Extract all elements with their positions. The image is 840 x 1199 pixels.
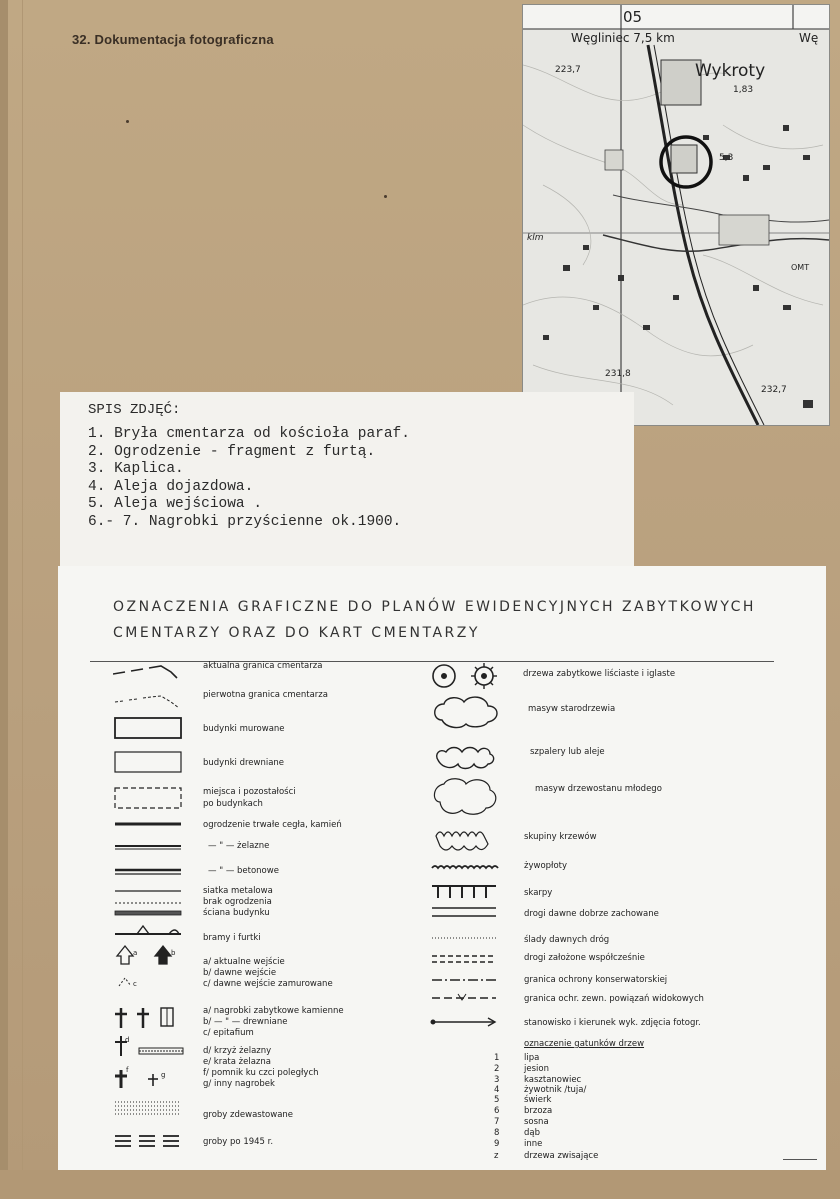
map-km-label: klm xyxy=(527,233,544,243)
photo-list-title: SPIS ZDJĘĆ: xyxy=(88,402,181,418)
species-name: dąb xyxy=(524,1128,540,1138)
legend-label: granica ochr. zewn. powiązań widokowych xyxy=(524,994,704,1004)
legend-label: c/ epitafium xyxy=(203,1028,254,1038)
legend-label: e/ krata żelazna xyxy=(203,1057,271,1067)
species-number: 8 xyxy=(494,1128,500,1138)
map-height: 1,83 xyxy=(733,85,754,95)
species-name: brzoza xyxy=(524,1106,553,1116)
legend-label: żywopłoty xyxy=(524,861,568,871)
legend-title: OZNACZENIA GRAFICZNE DO PLANÓW EWIDENCYJNYCH ZABYTKOWYCH xyxy=(113,599,756,615)
photo-list-card xyxy=(60,392,634,568)
legend-label: skarpy xyxy=(524,888,553,898)
legend-right-symbols xyxy=(430,658,510,1038)
species-number: 6 xyxy=(494,1106,500,1116)
legend-label: a/ aktualne wejście xyxy=(203,957,285,967)
species-name: żywotnik /tuja/ xyxy=(524,1085,587,1095)
legend-left-symbols xyxy=(113,656,193,1156)
species-name: jesion xyxy=(524,1064,549,1074)
species-name: sosna xyxy=(524,1117,549,1127)
legend-label: siatka metalowa xyxy=(203,886,273,896)
legend-label: a/ nagrobki zabytkowe kamienne xyxy=(203,1006,344,1016)
legend-label: budynki drewniane xyxy=(203,758,285,768)
glyph-letter-f: f xyxy=(126,1066,129,1074)
legend-label: d/ krzyż żelazny xyxy=(203,1046,272,1056)
species-number: 2 xyxy=(494,1064,500,1074)
legend-label: masyw drzewostanu młodego xyxy=(535,784,662,794)
legend-label: skupiny krzewów xyxy=(524,832,597,842)
species-name: świerk xyxy=(524,1095,552,1105)
species-number: 5 xyxy=(494,1095,500,1105)
glyph-letter-g: g xyxy=(161,1071,166,1079)
paper-speck xyxy=(126,120,129,123)
legend-label: drogi założone współcześnie xyxy=(524,953,645,963)
paper-speck xyxy=(384,195,387,198)
map-sheet-number: 05 xyxy=(623,8,643,26)
glyph-letter-c: c xyxy=(133,980,137,988)
legend-label: ściana budynku xyxy=(203,908,270,918)
species-name: drzewa zwisające xyxy=(524,1151,599,1161)
species-number: 1 xyxy=(494,1053,500,1063)
page-fold xyxy=(22,0,23,1199)
legend-label: masyw starodrzewia xyxy=(528,704,616,714)
glyph-letter-a: a xyxy=(133,949,138,957)
photo-list-item: 6.- 7. Nagrobki przyścienne ok.1900. xyxy=(88,513,402,530)
legend-label: budynki murowane xyxy=(203,724,285,734)
species-number: 7 xyxy=(494,1117,500,1127)
map-height: 232,7 xyxy=(761,385,787,395)
photo-list xyxy=(88,426,410,531)
legend-label: b/ dawne wejście xyxy=(203,968,277,978)
page-bottom-edge xyxy=(0,1170,840,1199)
map-direction-cut: Wę xyxy=(799,31,819,45)
legend-label: po budynkach xyxy=(203,799,263,809)
location-map xyxy=(522,4,830,426)
legend-label: drogi dawne dobrze zachowane xyxy=(524,909,659,919)
section-heading: 32. Dokumentacja fotograficzna xyxy=(72,32,274,47)
legend-subtitle: CMENTARZY ORAZ DO KART CMENTARZY xyxy=(113,625,480,641)
legend-label: bramy i furtki xyxy=(203,933,261,943)
map-omt-label: OMT xyxy=(791,263,810,272)
legend-label: drzewa zabytkowe liściaste i iglaste xyxy=(523,669,676,679)
species-header: oznaczenie gatunków drzew xyxy=(524,1039,645,1049)
map-village-name: Wykroty xyxy=(695,61,766,81)
legend-label: b/ — " — drewniane xyxy=(203,1017,288,1027)
legend-label: ogrodzenie trwałe cegła, kamień xyxy=(203,820,342,830)
legend-label: miejsca i pozostałości xyxy=(203,787,296,797)
species-number: 4 xyxy=(494,1085,500,1095)
legend-corner-line xyxy=(783,1159,817,1160)
photo-list-item: 5. Aleja wejściowa . xyxy=(88,496,263,512)
legend-sheet xyxy=(58,566,826,1174)
map-direction-label: Węgliniec 7,5 km xyxy=(571,31,675,45)
glyph-letter-b: b xyxy=(171,949,176,957)
legend-label: aktualna granica cmentarza xyxy=(203,661,323,671)
map-height: 231,8 xyxy=(605,369,631,379)
photo-list-item: 2. Ogrodzenie - fragment z furtą. xyxy=(88,443,376,460)
legend-label: brak ogrodzenia xyxy=(203,897,272,907)
legend-label: c/ dawne wejście zamurowane xyxy=(203,979,333,989)
photo-list-item: 3. Kaplica. xyxy=(88,461,184,477)
legend-label: groby zdewastowane xyxy=(203,1110,294,1120)
map-height: 5,3 xyxy=(719,153,734,163)
legend-label: ślady dawnych dróg xyxy=(524,935,610,945)
legend-label: szpalery lub aleje xyxy=(530,747,605,757)
species-name: lipa xyxy=(524,1053,540,1063)
legend-label: groby po 1945 r. xyxy=(203,1137,274,1147)
glyph-letter-d: d xyxy=(125,1036,130,1044)
legend-label: — " — żelazne xyxy=(208,841,270,851)
legend-label: granica ochrony konserwatorskiej xyxy=(524,975,668,985)
species-number: z xyxy=(494,1151,499,1161)
legend-label: — " — betonowe xyxy=(208,866,279,876)
species-number: 3 xyxy=(494,1075,500,1085)
photo-list-item: 4. Aleja dojazdowa. xyxy=(88,478,254,495)
map-height: 223,7 xyxy=(555,65,581,75)
species-number: 9 xyxy=(494,1139,500,1149)
photo-list-item: 1. Bryła cmentarza od kościoła paraf. xyxy=(88,426,410,442)
species-name: inne xyxy=(524,1139,543,1149)
species-name: kasztanowiec xyxy=(524,1075,582,1085)
legend-label: f/ pomnik ku czci poległych xyxy=(203,1068,319,1078)
page-edge xyxy=(0,0,8,1199)
legend-label: stanowisko i kierunek wyk. zdjęcia fotogr. xyxy=(524,1018,701,1028)
legend-label: g/ inny nagrobek xyxy=(203,1079,275,1089)
legend-label: pierwotna granica cmentarza xyxy=(203,690,328,700)
